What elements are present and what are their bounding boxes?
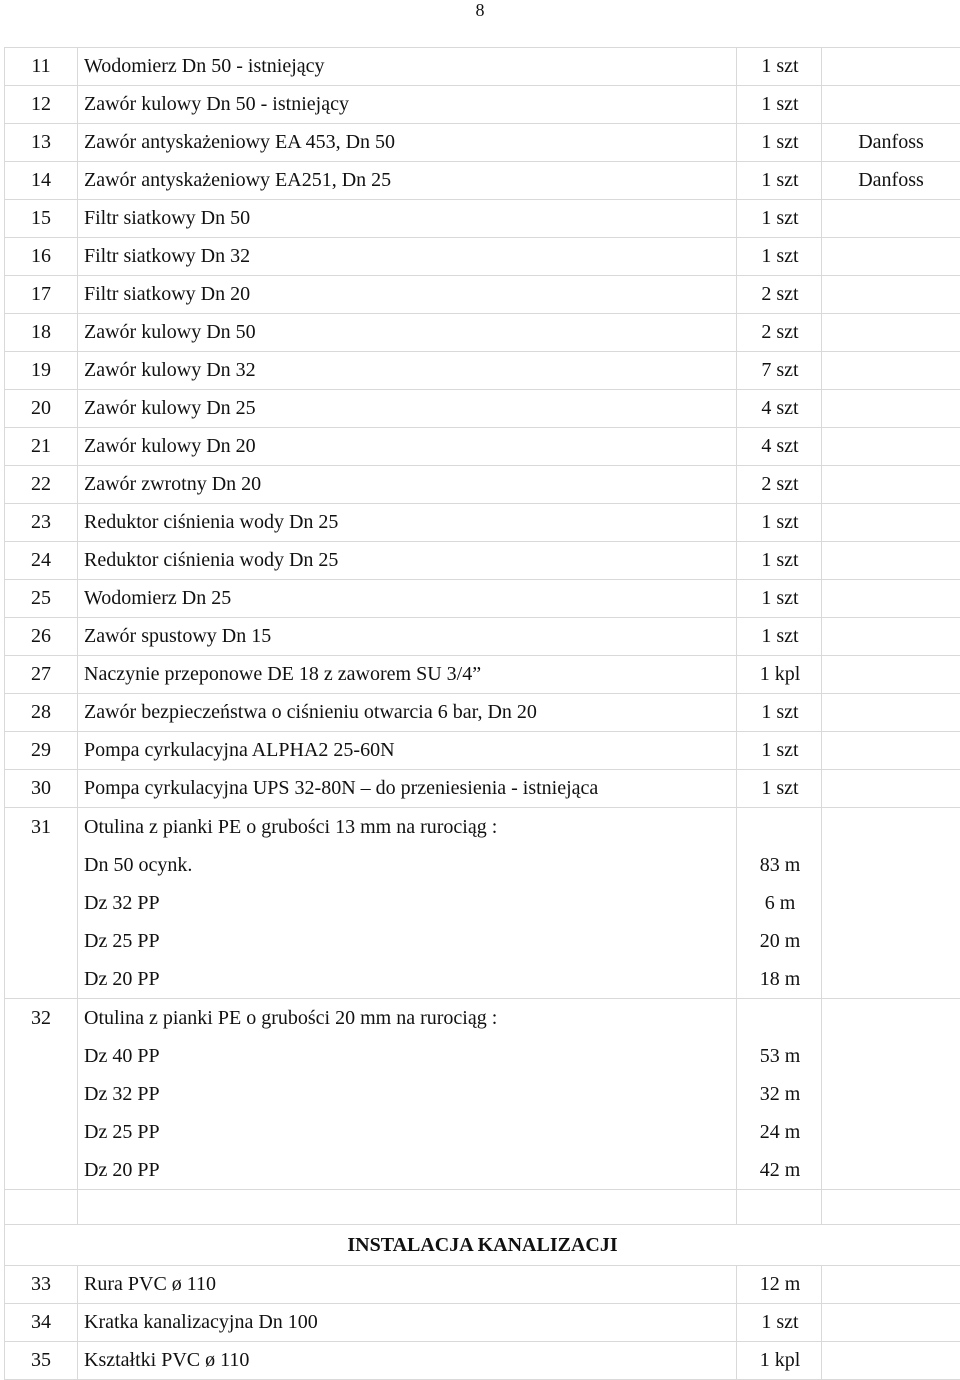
item-name xyxy=(78,808,737,999)
table-row xyxy=(5,1304,960,1342)
item-name: Zawór bezpieczeństwa o ciśnieniu otwarcia 6 bar, Dn 20 xyxy=(78,694,737,732)
item-manufacturer xyxy=(822,238,960,276)
item-quantity: 1 kpl xyxy=(737,656,822,694)
row-number xyxy=(5,808,78,999)
empty-cell xyxy=(78,1190,737,1225)
item-name: Pompa cyrkulacyjna UPS 32-80N – do przeniesienia - istniejąca xyxy=(78,770,737,808)
row-number: 33 xyxy=(5,1266,78,1304)
row-number: 29 xyxy=(5,732,78,770)
item-name: Zawór kulowy Dn 50 xyxy=(78,314,737,352)
item-manufacturer xyxy=(822,466,960,504)
item-manufacturer xyxy=(822,808,960,999)
row-number: 16 xyxy=(5,238,78,276)
table-row xyxy=(5,542,960,580)
item-quantity: 1 szt xyxy=(737,200,822,238)
table-row xyxy=(5,276,960,314)
table-row xyxy=(5,656,960,694)
item-manufacturer: Danfoss xyxy=(822,124,960,162)
item-quantity: 1 kpl xyxy=(737,1342,822,1380)
item-quantity: 1 szt xyxy=(737,238,822,276)
table-row xyxy=(5,1266,960,1304)
quantity-spacer xyxy=(745,808,815,846)
specification-table xyxy=(4,47,960,1380)
item-quantity: 1 szt xyxy=(737,732,822,770)
table-row xyxy=(5,48,960,86)
row-number: 20 xyxy=(5,390,78,428)
item-manufacturer xyxy=(822,618,960,656)
item-name: Reduktor ciśnienia wody Dn 25 xyxy=(78,504,737,542)
group-number: 32 xyxy=(11,999,71,1037)
sub-item-quantity: 83 m xyxy=(745,846,815,884)
item-name: Zawór spustowy Dn 15 xyxy=(78,618,737,656)
row-number: 35 xyxy=(5,1342,78,1380)
blank-row xyxy=(5,1190,960,1225)
table-row xyxy=(5,428,960,466)
table-row-group xyxy=(5,808,960,999)
item-manufacturer xyxy=(822,352,960,390)
table-row xyxy=(5,314,960,352)
item-manufacturer xyxy=(822,504,960,542)
item-quantity: 7 szt xyxy=(737,352,822,390)
item-manufacturer xyxy=(822,314,960,352)
table-row xyxy=(5,1342,960,1380)
empty-cell xyxy=(822,1190,960,1225)
item-manufacturer xyxy=(822,770,960,808)
row-number: 23 xyxy=(5,504,78,542)
item-quantity: 1 szt xyxy=(737,504,822,542)
item-manufacturer xyxy=(822,48,960,86)
item-name: Wodomierz Dn 25 xyxy=(78,580,737,618)
item-manufacturer xyxy=(822,200,960,238)
item-manufacturer xyxy=(822,428,960,466)
table-row xyxy=(5,86,960,124)
sub-item-name: Dz 25 PP xyxy=(84,922,730,960)
item-name: Zawór zwrotny Dn 20 xyxy=(78,466,737,504)
item-quantity: 2 szt xyxy=(737,314,822,352)
quantity-spacer xyxy=(745,999,815,1037)
item-name: Pompa cyrkulacyjna ALPHA2 25-60N xyxy=(78,732,737,770)
row-number: 22 xyxy=(5,466,78,504)
item-manufacturer xyxy=(822,694,960,732)
item-name: Filtr siatkowy Dn 20 xyxy=(78,276,737,314)
row-number: 27 xyxy=(5,656,78,694)
item-manufacturer: Danfoss xyxy=(822,162,960,200)
table-row xyxy=(5,162,960,200)
sub-item-quantity: 24 m xyxy=(745,1113,815,1151)
row-number: 14 xyxy=(5,162,78,200)
item-quantity xyxy=(737,999,822,1190)
item-manufacturer xyxy=(822,542,960,580)
sub-item-name: Dz 32 PP xyxy=(84,1075,730,1113)
item-quantity: 1 szt xyxy=(737,770,822,808)
sub-item-quantity: 42 m xyxy=(745,1151,815,1189)
row-number: 19 xyxy=(5,352,78,390)
item-quantity: 1 szt xyxy=(737,86,822,124)
item-manufacturer xyxy=(822,732,960,770)
item-manufacturer xyxy=(822,999,960,1190)
section-row xyxy=(5,1225,960,1266)
item-quantity: 1 szt xyxy=(737,124,822,162)
item-quantity: 1 szt xyxy=(737,618,822,656)
item-name: Kratka kanalizacyjna Dn 100 xyxy=(78,1304,737,1342)
item-quantity: 4 szt xyxy=(737,390,822,428)
table-row xyxy=(5,580,960,618)
table-row xyxy=(5,694,960,732)
item-quantity: 1 szt xyxy=(737,48,822,86)
row-number: 28 xyxy=(5,694,78,732)
item-name: Reduktor ciśnienia wody Dn 25 xyxy=(78,542,737,580)
table-row xyxy=(5,770,960,808)
item-name: Zawór kulowy Dn 25 xyxy=(78,390,737,428)
row-number: 34 xyxy=(5,1304,78,1342)
sub-item-name: Dz 40 PP xyxy=(84,1037,730,1075)
row-number: 21 xyxy=(5,428,78,466)
table-row xyxy=(5,390,960,428)
item-name: Zawór antyskażeniowy EA 453, Dn 50 xyxy=(78,124,737,162)
item-quantity: 12 m xyxy=(737,1266,822,1304)
row-number: 18 xyxy=(5,314,78,352)
item-manufacturer xyxy=(822,1266,960,1304)
row-number: 26 xyxy=(5,618,78,656)
item-quantity: 1 szt xyxy=(737,162,822,200)
row-number: 11 xyxy=(5,48,78,86)
sub-item-name: Dz 20 PP xyxy=(84,960,730,998)
table-body xyxy=(5,48,960,1380)
group-heading: Otulina z pianki PE o grubości 13 mm na rurociąg : xyxy=(84,808,730,846)
item-name: Zawór antyskażeniowy EA251, Dn 25 xyxy=(78,162,737,200)
item-manufacturer xyxy=(822,390,960,428)
item-name: Naczynie przeponowe DE 18 z zaworem SU 3/4” xyxy=(78,656,737,694)
item-quantity: 1 szt xyxy=(737,1304,822,1342)
item-name: Zawór kulowy Dn 32 xyxy=(78,352,737,390)
item-manufacturer xyxy=(822,276,960,314)
item-quantity: 1 szt xyxy=(737,542,822,580)
item-manufacturer xyxy=(822,656,960,694)
item-name: Filtr siatkowy Dn 32 xyxy=(78,238,737,276)
row-number: 24 xyxy=(5,542,78,580)
item-quantity: 2 szt xyxy=(737,466,822,504)
row-number: 30 xyxy=(5,770,78,808)
table-row xyxy=(5,352,960,390)
item-manufacturer xyxy=(822,86,960,124)
sub-item-quantity: 6 m xyxy=(745,884,815,922)
group-heading: Otulina z pianki PE o grubości 20 mm na rurociąg : xyxy=(84,999,730,1037)
item-name: Zawór kulowy Dn 50 - istniejący xyxy=(78,86,737,124)
item-name: Filtr siatkowy Dn 50 xyxy=(78,200,737,238)
sub-item-name: Dn 50 ocynk. xyxy=(84,846,730,884)
row-number: 25 xyxy=(5,580,78,618)
sub-item-quantity: 20 m xyxy=(745,922,815,960)
page-number: 8 xyxy=(0,0,960,20)
item-quantity: 4 szt xyxy=(737,428,822,466)
row-number: 13 xyxy=(5,124,78,162)
table-row xyxy=(5,200,960,238)
item-quantity: 1 szt xyxy=(737,580,822,618)
table-row xyxy=(5,124,960,162)
table-row xyxy=(5,238,960,276)
item-quantity: 2 szt xyxy=(737,276,822,314)
item-name: Wodomierz Dn 50 - istniejący xyxy=(78,48,737,86)
item-name xyxy=(78,999,737,1190)
item-manufacturer xyxy=(822,1342,960,1380)
item-quantity: 1 szt xyxy=(737,694,822,732)
row-number: 17 xyxy=(5,276,78,314)
table-row-group xyxy=(5,999,960,1190)
item-quantity xyxy=(737,808,822,999)
row-number: 15 xyxy=(5,200,78,238)
table-row xyxy=(5,466,960,504)
table-row xyxy=(5,732,960,770)
row-number xyxy=(5,999,78,1190)
table-row xyxy=(5,504,960,542)
sub-item-quantity: 18 m xyxy=(745,960,815,998)
item-manufacturer xyxy=(822,1304,960,1342)
item-name: Zawór kulowy Dn 20 xyxy=(78,428,737,466)
item-manufacturer xyxy=(822,580,960,618)
item-name: Rura PVC ø 110 xyxy=(78,1266,737,1304)
empty-cell xyxy=(5,1190,78,1225)
item-name: Kształtki PVC ø 110 xyxy=(78,1342,737,1380)
section-title: INSTALACJA KANALIZACJI xyxy=(5,1225,960,1266)
sub-item-name: Dz 20 PP xyxy=(84,1151,730,1189)
sub-item-name: Dz 32 PP xyxy=(84,884,730,922)
group-number: 31 xyxy=(11,808,71,846)
table-row xyxy=(5,618,960,656)
row-number: 12 xyxy=(5,86,78,124)
sub-item-quantity: 53 m xyxy=(745,1037,815,1075)
sub-item-name: Dz 25 PP xyxy=(84,1113,730,1151)
sub-item-quantity: 32 m xyxy=(745,1075,815,1113)
empty-cell xyxy=(737,1190,822,1225)
